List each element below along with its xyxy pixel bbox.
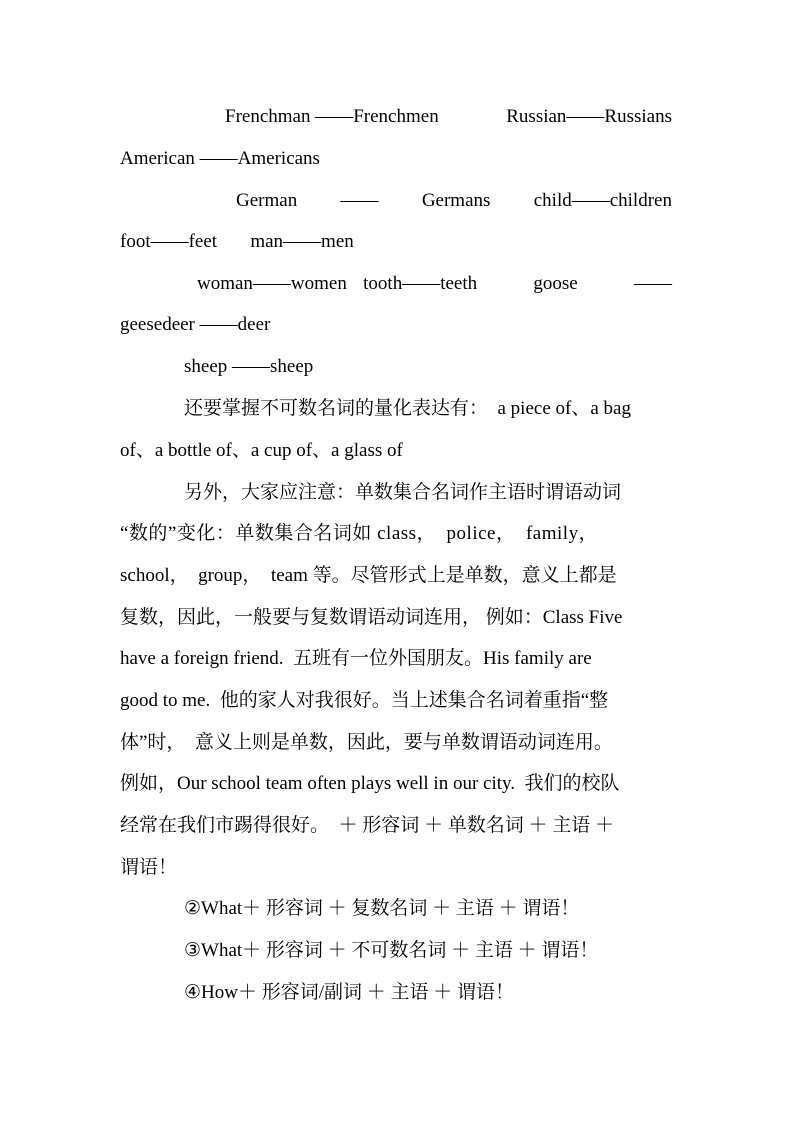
text-line-19: 谓语！ xyxy=(120,857,178,878)
text-line-18: 经常在我们市踢得很好。 ＋ 形容词 ＋ 单数名词 ＋ 主语 ＋ xyxy=(120,815,615,836)
dash: —— xyxy=(633,273,672,294)
word-pair-tooth: tooth——teeth xyxy=(363,273,478,294)
text-line-5 xyxy=(197,273,672,295)
word-pair-woman: woman——women xyxy=(197,273,347,294)
text-line-3 xyxy=(236,190,672,212)
word-pair-frenchman: Frenchman ——Frenchmen xyxy=(225,106,439,127)
text-line-16: 体”时， 意义上则是单数，因此，要与单数谓语动词连用。 xyxy=(120,732,613,753)
text-line-11: “数的”变化：单数集合名词如 class， police， family， xyxy=(120,523,599,544)
dash: —— xyxy=(340,190,379,211)
word-goose: goose xyxy=(533,273,578,294)
word-pair-child: child——children xyxy=(533,190,672,211)
text-line-6: geesedeer ——deer xyxy=(120,314,271,335)
text-line-13: 复数，因此，一般要与复数谓语动词连用， 例如：Class Five xyxy=(120,607,623,628)
text-line-8: 还要掌握不可数名词的量化表达有： a piece of、a bag xyxy=(184,398,631,419)
word-german: German xyxy=(236,190,298,211)
list-item-3: ③What＋ 形容词 ＋ 不可数名词 ＋ 主语 ＋ 谓语！ xyxy=(184,940,599,961)
text-line-1 xyxy=(225,106,672,128)
word-germans: Germans xyxy=(421,190,491,211)
text-line-7: sheep ——sheep xyxy=(184,356,314,377)
text-line-4: foot——feet man——men xyxy=(120,231,354,252)
text-line-12: school， group， team 等。尽管形式上是单数，意义上都是 xyxy=(120,565,617,586)
text-line-10: 另外，大家应注意：单数集合名词作主语时谓语动词 xyxy=(184,482,622,503)
list-item-2: ②What＋ 形容词 ＋ 复数名词 ＋ 主语 ＋ 谓语！ xyxy=(184,898,580,919)
text-line-14: have a foreign friend. 五班有一位外国朋友。His family are xyxy=(120,648,592,669)
word-pair-russian: Russian——Russians xyxy=(506,106,672,127)
text-line-2: American ——Americans xyxy=(120,148,320,169)
text-line-17: 例如，Our school team often plays well in our city. 我们的校队 xyxy=(120,773,620,794)
text-line-9: of、a bottle of、a cup of、a glass of xyxy=(120,440,403,461)
list-item-4: ④How＋ 形容词/副词 ＋ 主语 ＋ 谓语！ xyxy=(184,982,515,1003)
text-line-15: good to me. 他的家人对我很好。当上述集合名词着重指“整 xyxy=(120,690,609,711)
